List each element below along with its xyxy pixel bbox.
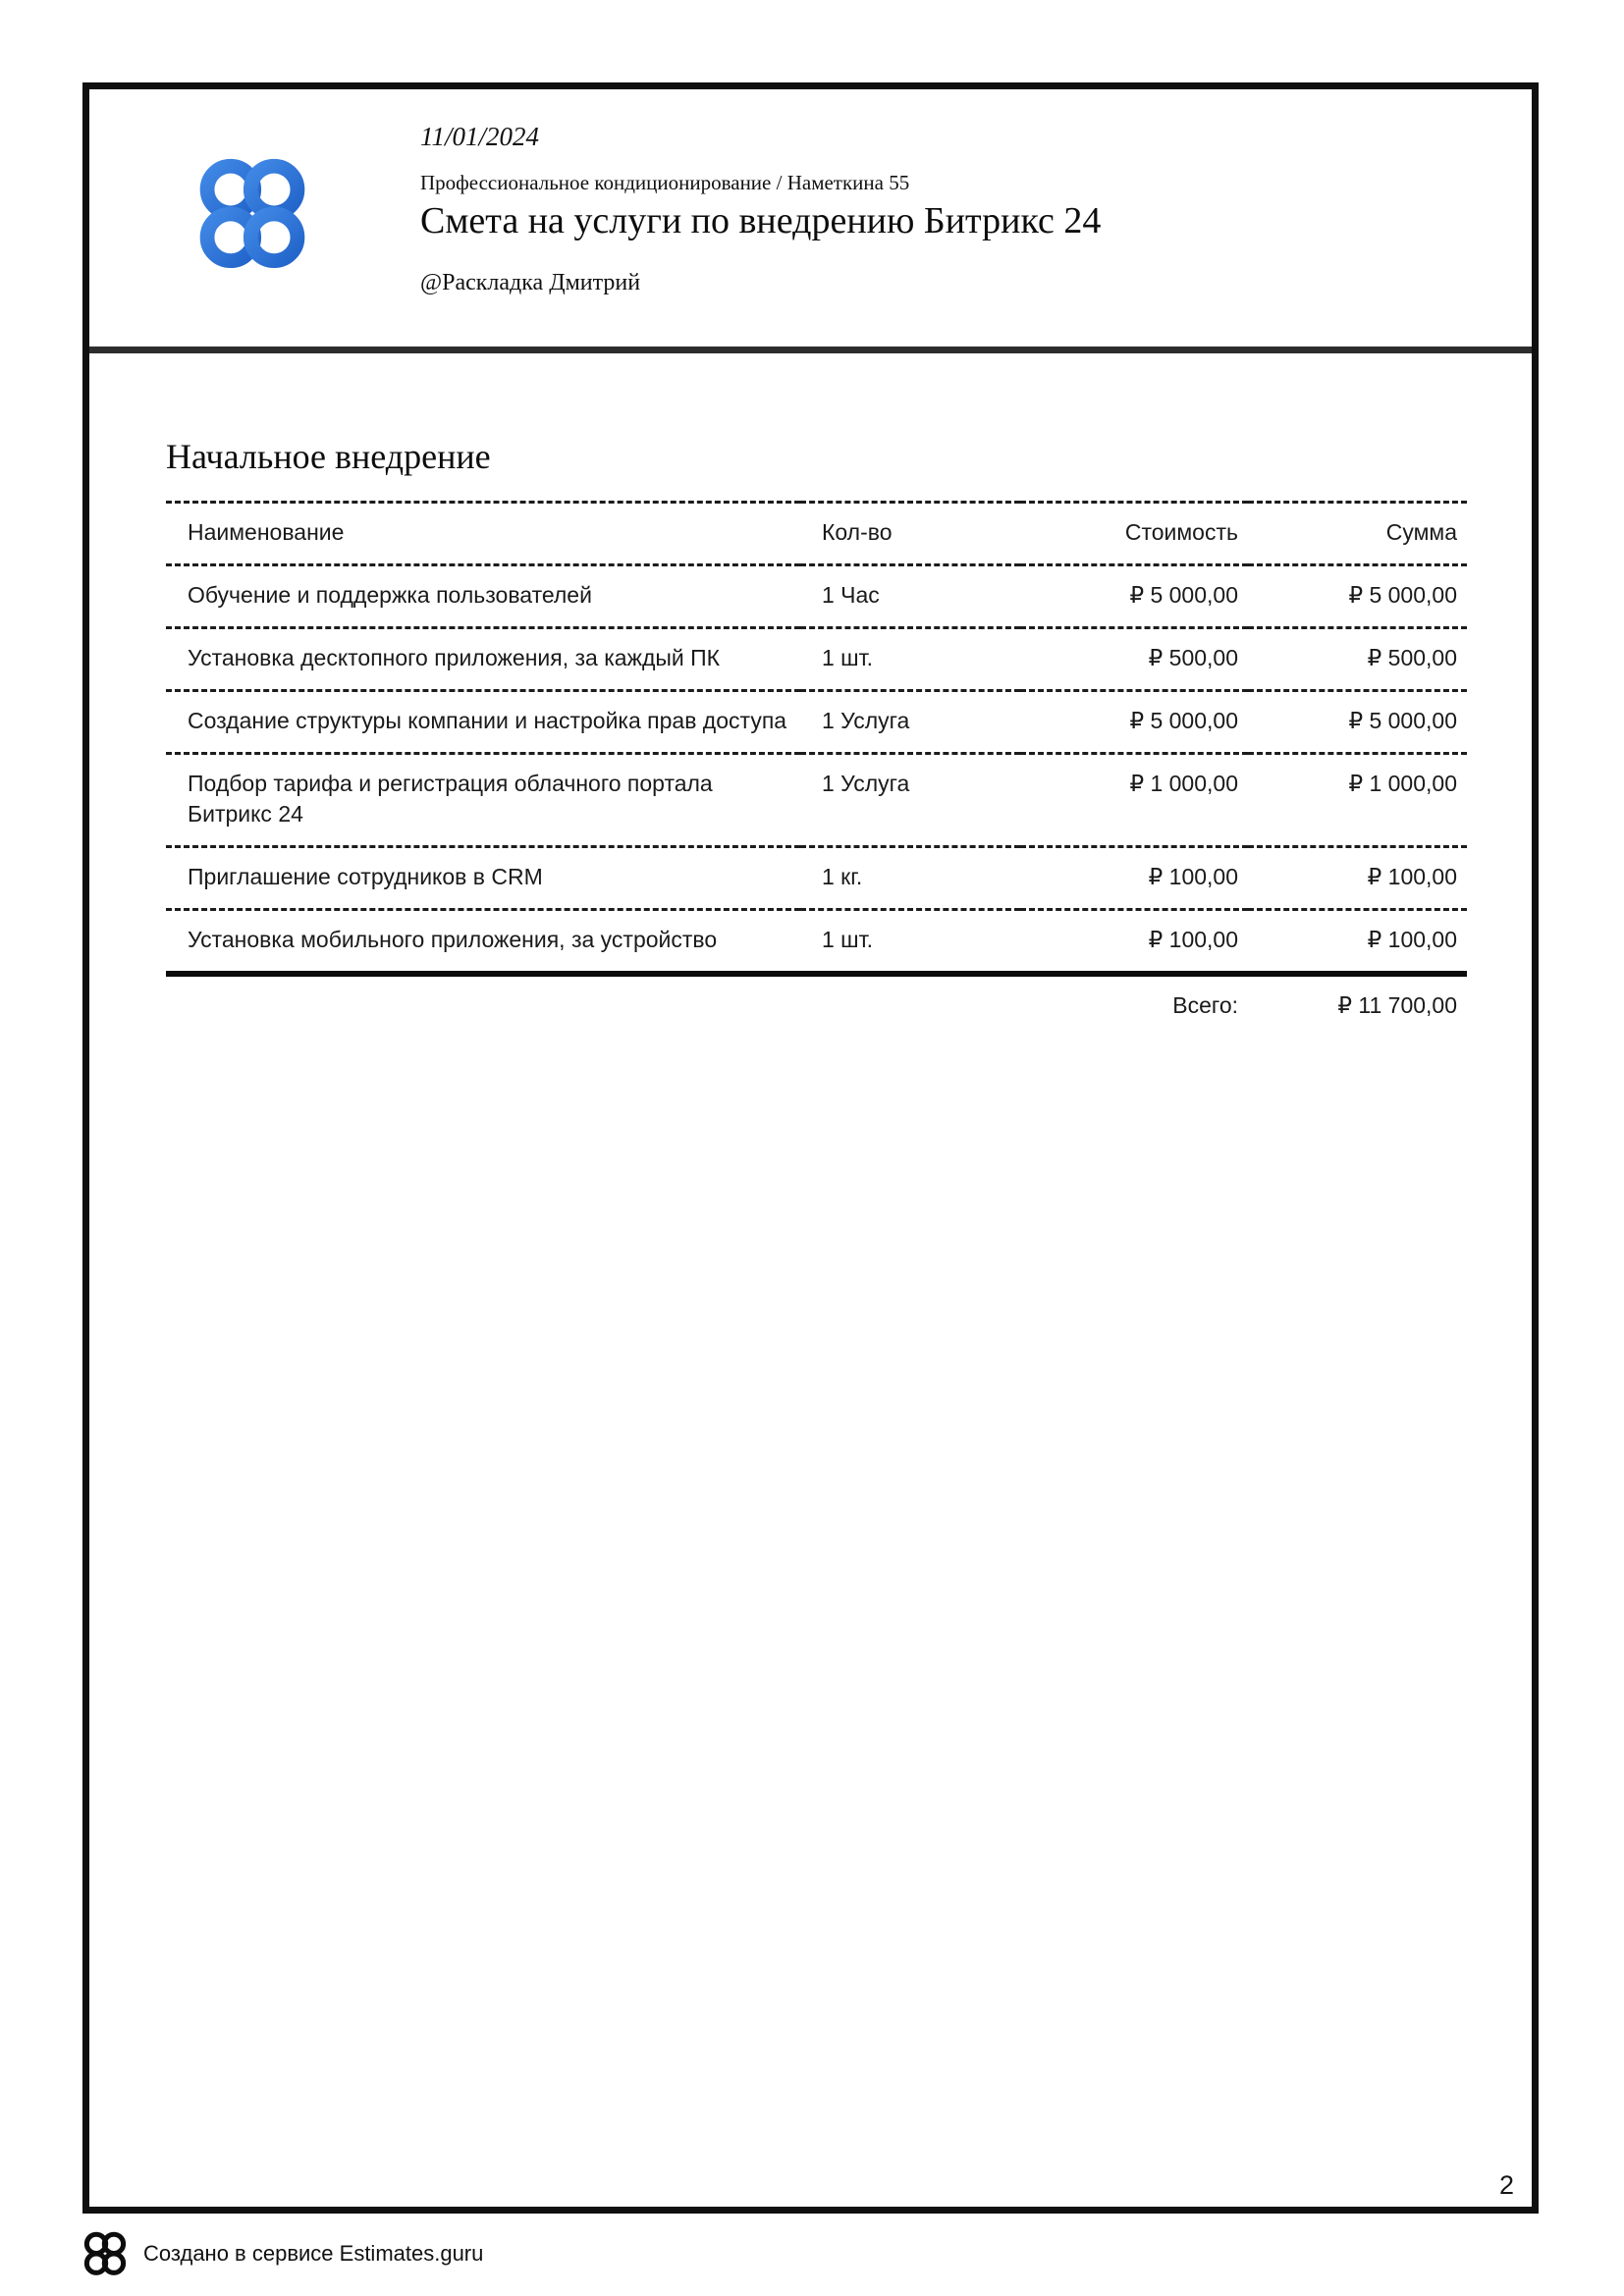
item-name-cell: Приглашение сотрудников в CRM — [188, 864, 543, 889]
item-sum-cell: ₽ 100,00 — [1367, 864, 1457, 889]
table-row — [166, 565, 1467, 628]
item-qty-cell: 1 Услуга — [822, 771, 910, 796]
item-qty-cell: 1 кг. — [822, 864, 863, 889]
estimates-logo-icon — [196, 156, 308, 272]
column-header-name: Наименование — [188, 519, 345, 545]
footer-credit: Создано в сервисе Estimates.guru — [143, 2241, 484, 2266]
total-value: ₽ 11 700,00 — [1337, 992, 1457, 1018]
table-row — [166, 691, 1467, 754]
service-footer — [82, 2230, 483, 2277]
total-row — [166, 974, 1467, 1037]
org-line: Профессиональное кондиционирование / Наметкина 55 — [420, 171, 910, 194]
total-label: Всего: — [1172, 992, 1238, 1018]
item-sum-cell: ₽ 5 000,00 — [1348, 708, 1457, 733]
estimate-section — [166, 435, 1467, 1037]
item-name-cell: Подбор тарифа и регистрация облачного портала Битрикс 24 — [188, 771, 713, 827]
table-row — [166, 910, 1467, 975]
item-name-cell: Обучение и поддержка пользователей — [188, 582, 592, 608]
item-price-cell: ₽ 1 000,00 — [1129, 771, 1238, 796]
table-row — [166, 847, 1467, 910]
item-sum-cell: ₽ 100,00 — [1367, 927, 1457, 952]
table-row — [166, 628, 1467, 691]
page-frame — [82, 82, 1539, 2214]
table-header-row — [166, 503, 1467, 565]
column-header-price: Стоимость — [1124, 519, 1238, 545]
item-sum-cell: ₽ 500,00 — [1367, 645, 1457, 670]
estimate-table — [166, 501, 1467, 1037]
document-date: 11/01/2024 — [420, 122, 539, 151]
column-header-sum: Сумма — [1385, 519, 1457, 545]
item-name-cell: Установка мобильного приложения, за устройство — [188, 927, 718, 952]
page-title: Смета на услуги по внедрению Битрикс 24 — [420, 200, 1102, 241]
table-row — [166, 754, 1467, 847]
item-price-cell: ₽ 5 000,00 — [1129, 708, 1238, 733]
author-line: @Раскладка Дмитрий — [420, 270, 641, 295]
item-name-cell: Создание структуры компании и настройка прав доступа — [188, 708, 787, 733]
item-price-cell: ₽ 100,00 — [1148, 864, 1238, 889]
estimates-footer-logo-icon — [82, 2230, 128, 2277]
item-sum-cell: ₽ 1 000,00 — [1348, 771, 1457, 796]
item-qty-cell: 1 шт. — [822, 645, 874, 670]
items-body — [166, 565, 1467, 975]
item-price-cell: ₽ 100,00 — [1148, 927, 1238, 952]
page-number: 2 — [1498, 2170, 1514, 2200]
item-name-cell: Установка десктопного приложения, за каждый ПК — [188, 645, 721, 670]
item-qty-cell: 1 Час — [822, 582, 880, 608]
total-spacer — [166, 974, 1020, 1037]
item-qty-cell: 1 Услуга — [822, 708, 910, 733]
item-qty-cell: 1 шт. — [822, 927, 874, 952]
document-header — [89, 89, 1532, 353]
section-title: Начальное внедрение — [166, 437, 491, 476]
column-header-qty: Кол-во — [822, 519, 893, 545]
item-sum-cell: ₽ 5 000,00 — [1348, 582, 1457, 608]
item-price-cell: ₽ 500,00 — [1148, 645, 1238, 670]
item-price-cell: ₽ 5 000,00 — [1129, 582, 1238, 608]
